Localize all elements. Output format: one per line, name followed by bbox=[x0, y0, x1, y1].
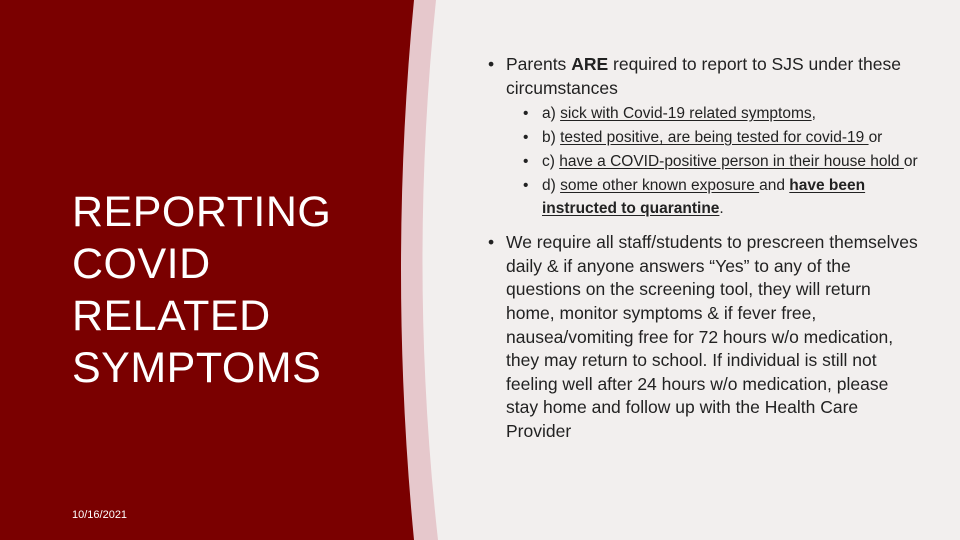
title-line-4: SYMPTOMS bbox=[72, 344, 322, 392]
sub-prefix: b) bbox=[542, 128, 561, 146]
bullet-prescreen-policy bbox=[488, 231, 918, 443]
sub-text: and bbox=[759, 176, 790, 194]
bullet-emphasis: ARE bbox=[571, 54, 609, 74]
slide-title bbox=[72, 186, 372, 394]
sub-underlined: some other known exposure bbox=[560, 176, 760, 194]
title-line-3: RELATED bbox=[72, 292, 271, 340]
sub-suffix: , bbox=[811, 105, 816, 123]
spacer bbox=[488, 221, 918, 231]
bullet-report-requirement bbox=[488, 53, 918, 100]
sub-suffix: . bbox=[719, 200, 724, 218]
sub-suffix: or bbox=[868, 128, 883, 146]
sub-underlined: sick with Covid-19 related symptoms bbox=[560, 105, 812, 123]
circumstance-d bbox=[506, 174, 918, 222]
bullet-text: Parents bbox=[506, 54, 572, 74]
sub-underlined: have a COVID-positive person in their house hold bbox=[559, 152, 904, 170]
bullet-text: We require all staff/students to prescreen themselves daily & if anyone answers “Yes” to any of the questions on the screening tool, they will return home, monitor symptoms & if fever free, nausea/vomiting free for 72 hours w/o medication, they may return to school. If individual is still not feeling well after 24 hours w/o medication, please stay home and follow up with the Health Care Provider bbox=[506, 232, 918, 441]
sub-prefix: a) bbox=[542, 105, 561, 123]
circumstance-b bbox=[506, 126, 918, 150]
title-line-1: REPORTING bbox=[72, 188, 332, 236]
bullet-text: required to report to SJS under these circumstances bbox=[506, 54, 901, 98]
title-line-2: COVID bbox=[72, 240, 211, 288]
slide-date: 10/16/2021 bbox=[72, 509, 128, 521]
sub-underlined: tested positive, are being tested for covid-19 bbox=[560, 128, 869, 146]
slide-content bbox=[488, 53, 918, 444]
sub-prefix: d) bbox=[542, 176, 561, 194]
sub-suffix: or bbox=[903, 152, 918, 170]
sub-bold-underlined: have been instructed to quarantine bbox=[542, 176, 866, 218]
circumstance-c bbox=[506, 150, 918, 174]
circumstance-a bbox=[506, 102, 918, 126]
sub-prefix: c) bbox=[542, 152, 560, 170]
circumstance-list bbox=[488, 102, 918, 221]
